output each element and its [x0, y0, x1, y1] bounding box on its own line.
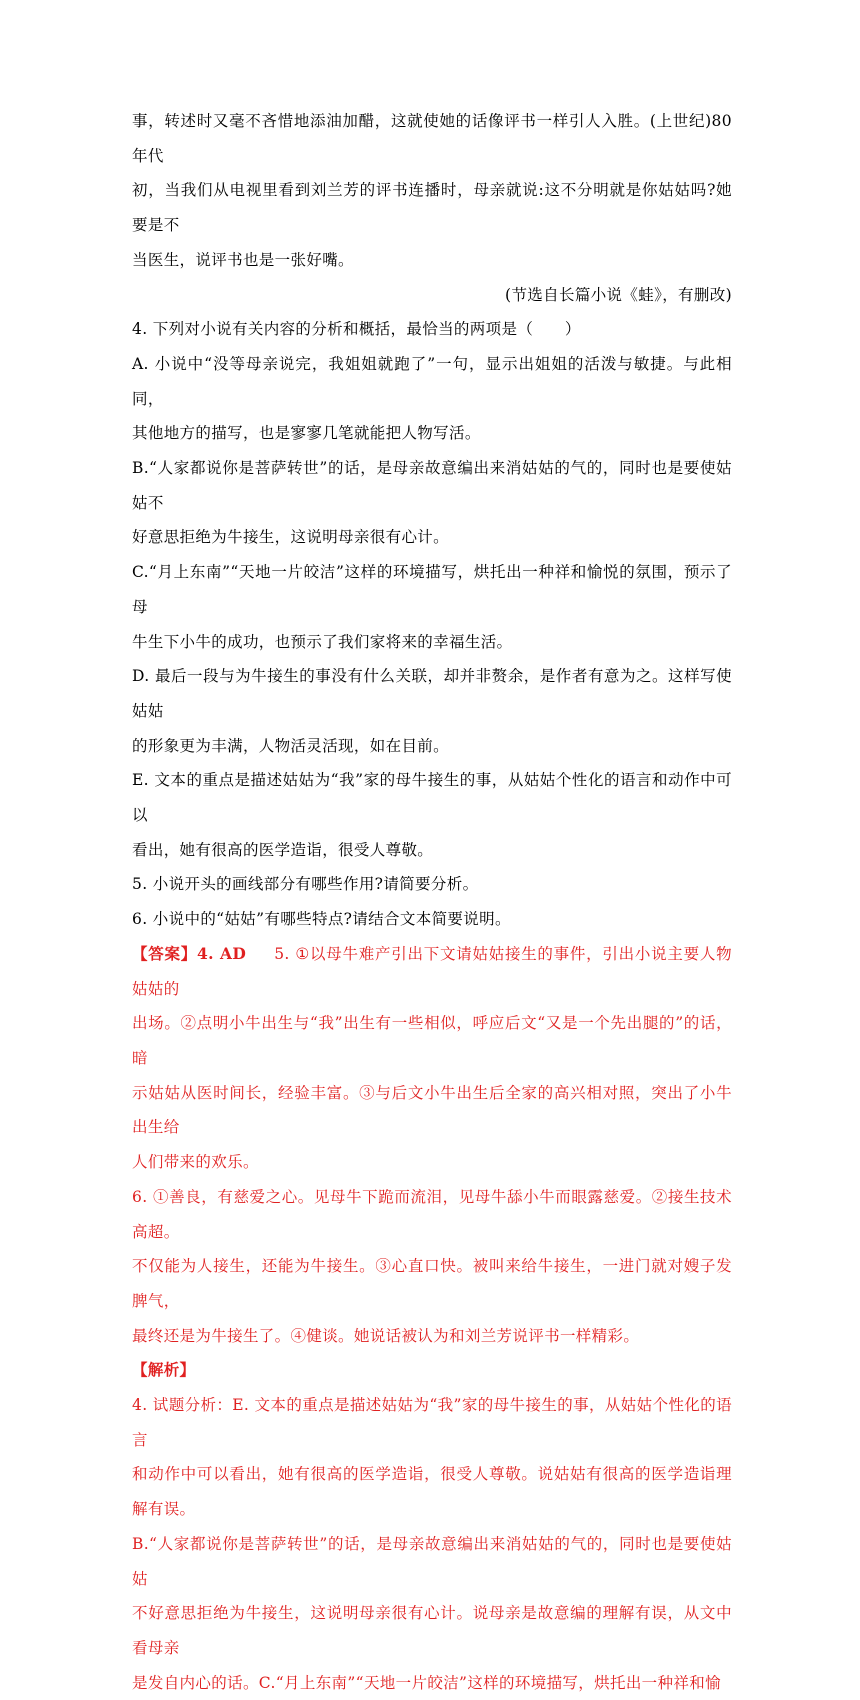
question-4-stem: 4. 下列对小说有关内容的分析和概括，最恰当的两项是（ ）: [132, 320, 581, 339]
option-c-line: 牛生下小牛的成功，也预示了我们家将来的幸福生活。: [132, 632, 513, 651]
passage-source: (节选自长篇小说《蛙》，有删改): [505, 285, 732, 304]
analysis-line: B.“人家都说你是菩萨转世”的话，是母亲故意编出来消姑姑的气的，同时也是要使姑姑: [132, 1534, 732, 1588]
option-a-line: 其他地方的描写，也是寥寥几笔就能把人物写活。: [132, 424, 481, 443]
answer-6-line: 6. ①善良，有慈爱之心。见母牛下跪而流泪，见母牛舔小牛而眼露慈爱。②接生技术高超。: [132, 1187, 732, 1241]
analysis-line: 是发自内心的话。C.“月上东南”“天地一片皎洁”这样的环境描写，烘托出一种祥和愉: [132, 1673, 721, 1692]
answer-6-line: 最终还是为牛接生了。④健谈。她说话被认为和刘兰芳说评书一样精彩。: [132, 1326, 640, 1345]
analysis-line: 和动作中可以看出，她有很高的医学造诣，很受人尊敬。说姑姑有很高的医学造诣理解有误。: [132, 1465, 732, 1519]
option-e-line: E. 文本的重点是描述姑姑为“我”家的母牛接生的事，从姑姑个性化的语言和动作中可以: [132, 771, 732, 825]
answer-label: 【答案】4. AD: [132, 943, 247, 963]
option-e-line: 看出，她有很高的医学造诣，很受人尊敬。: [132, 840, 434, 859]
answer-5-line: 人们带来的欢乐。: [132, 1153, 259, 1172]
answer-5-line: 示姑姑从医时间长，经验丰富。③与后文小牛出生后全家的高兴相对照，突出了小牛出生给: [132, 1083, 732, 1137]
option-a-line: A. 小说中“没等母亲说完，我姐姐就跑了”一句，显示出姐姐的活泼与敏捷。与此相同，: [132, 354, 732, 408]
passage-line: 初，当我们从电视里看到刘兰芳的评书连播时，母亲就说:这不分明就是你姑姑吗?她要是不: [132, 181, 732, 235]
analysis-line: 不好意思拒绝为牛接生，这说明母亲很有心计。说母亲是故意编的理解有误，从文中看母亲: [132, 1604, 732, 1657]
document-page: [132, 104, 732, 1700]
passage-line: 事，转述时又毫不吝惜地添油加醋，这就使她的话像评书一样引人入胜。(上世纪)80 年代: [132, 112, 732, 165]
answer-5-line: 5. ①以母牛难产引出下文请姑姑接生的事件，引出小说主要人物姑姑的: [132, 944, 732, 998]
question-5: 5. 小说开头的画线部分有哪些作用?请简要分析。: [132, 875, 479, 894]
passage-line: 当医生，说评书也是一张好嘴。: [132, 250, 354, 269]
analysis-line: 4. 试题分析：E. 文本的重点是描述姑姑为“我”家的母牛接生的事，从姑姑个性化的语言: [132, 1396, 732, 1449]
answer-6-line: 不仅能为人接生，还能为牛接生。③心直口快。被叫来给牛接生，一进门就对嫂子发脾气，: [132, 1257, 732, 1310]
option-b-line: 好意思拒绝为牛接生，这说明母亲很有心计。: [132, 528, 450, 547]
option-c-line: C.“月上东南”“天地一片皎洁”这样的环境描写，烘托出一种祥和愉悦的氛围，预示了母: [132, 563, 732, 616]
option-b-line: B.“人家都说你是菩萨转世”的话，是母亲故意编出来消姑姑的气的，同时也是要使姑姑不: [132, 459, 732, 512]
option-d-line: 的形象更为丰满，人物活灵活现，如在目前。: [132, 736, 450, 755]
question-6: 6. 小说中的“姑姑”有哪些特点?请结合文本简要说明。: [132, 910, 511, 929]
answer-5-line: 出场。②点明小牛出生与“我”出生有一些相似，呼应后文“又是一个先出腿的”的话，暗: [132, 1014, 732, 1067]
option-d-line: D. 最后一段与为牛接生的事没有什么关联，却并非赘余，是作者有意为之。这样写使姑姑: [132, 667, 732, 720]
analysis-label: 【解析】: [132, 1360, 196, 1380]
answer-first-line: [132, 937, 732, 1006]
